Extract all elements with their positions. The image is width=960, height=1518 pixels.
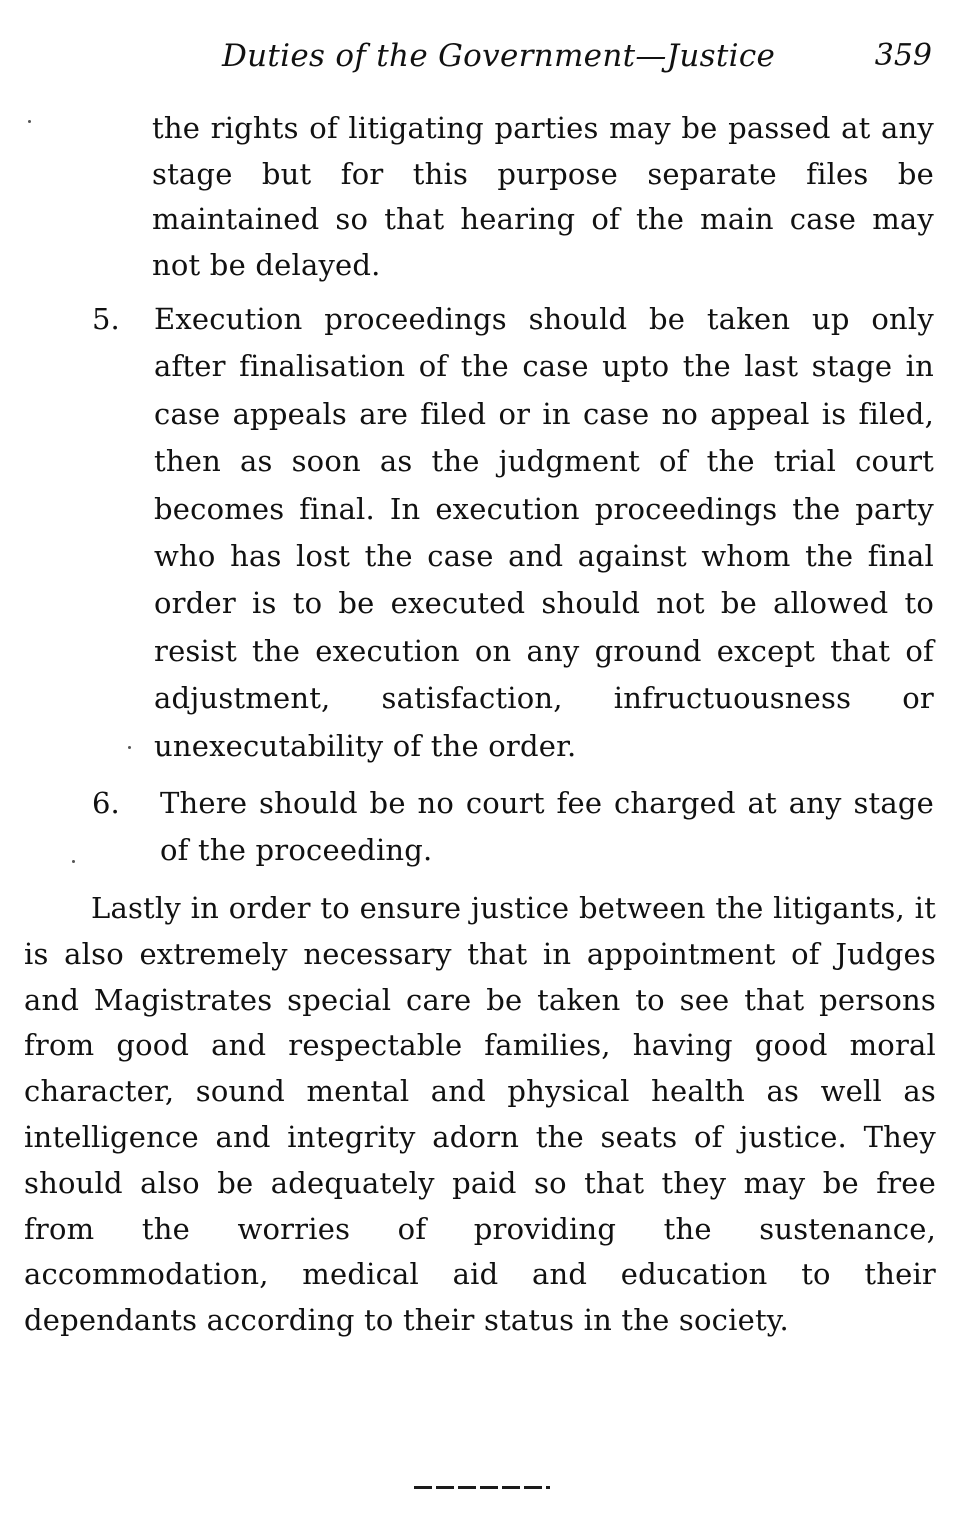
list-item-number: 6. bbox=[92, 786, 120, 820]
running-header bbox=[0, 36, 960, 76]
page-number: 359 bbox=[874, 38, 932, 73]
print-speck bbox=[128, 746, 131, 749]
list-item-text: Execution proceedings should be taken up only after finalisation of the case upto the last stage in case appeals are filed or in case no appeal is filed, then as soon as the judgment of the trial court becomes final. In execution proceedings the party who has lost the case and against whom the final order is to be executed should not be allowed to resist the execution on any ground except that of adjustment, satisfaction, infructuousness or unexecutability of the order. bbox=[154, 302, 934, 763]
closing-paragraph: Lastly in order to ensure justice between the litigants, it is also extremely necessary that in appointment of Judges and Magistrates special care be taken to see that persons from good and respectable families, having good moral character, sound mental and physical health as well as intelligence and integrity adorn the seats of justice. They should also be adequately paid so that they may be free from the worries of providing the sustenance, accommodation, medical aid and education to their dependants according to their status in the society. bbox=[24, 891, 936, 1338]
continued-text-block: the rights of litigating parties may be passed at any stage but for this purpose separate files be maintained so that hearing of the main case may not be delayed. bbox=[152, 111, 934, 282]
list-item-text: There should be no court fee charged at any stage of the proceeding. bbox=[160, 786, 934, 867]
end-rule bbox=[414, 1486, 550, 1489]
list-item-number: 5. bbox=[92, 302, 120, 336]
print-speck bbox=[28, 120, 31, 123]
running-title: Duties of the Government—Justice bbox=[222, 38, 776, 74]
print-speck bbox=[72, 860, 75, 863]
